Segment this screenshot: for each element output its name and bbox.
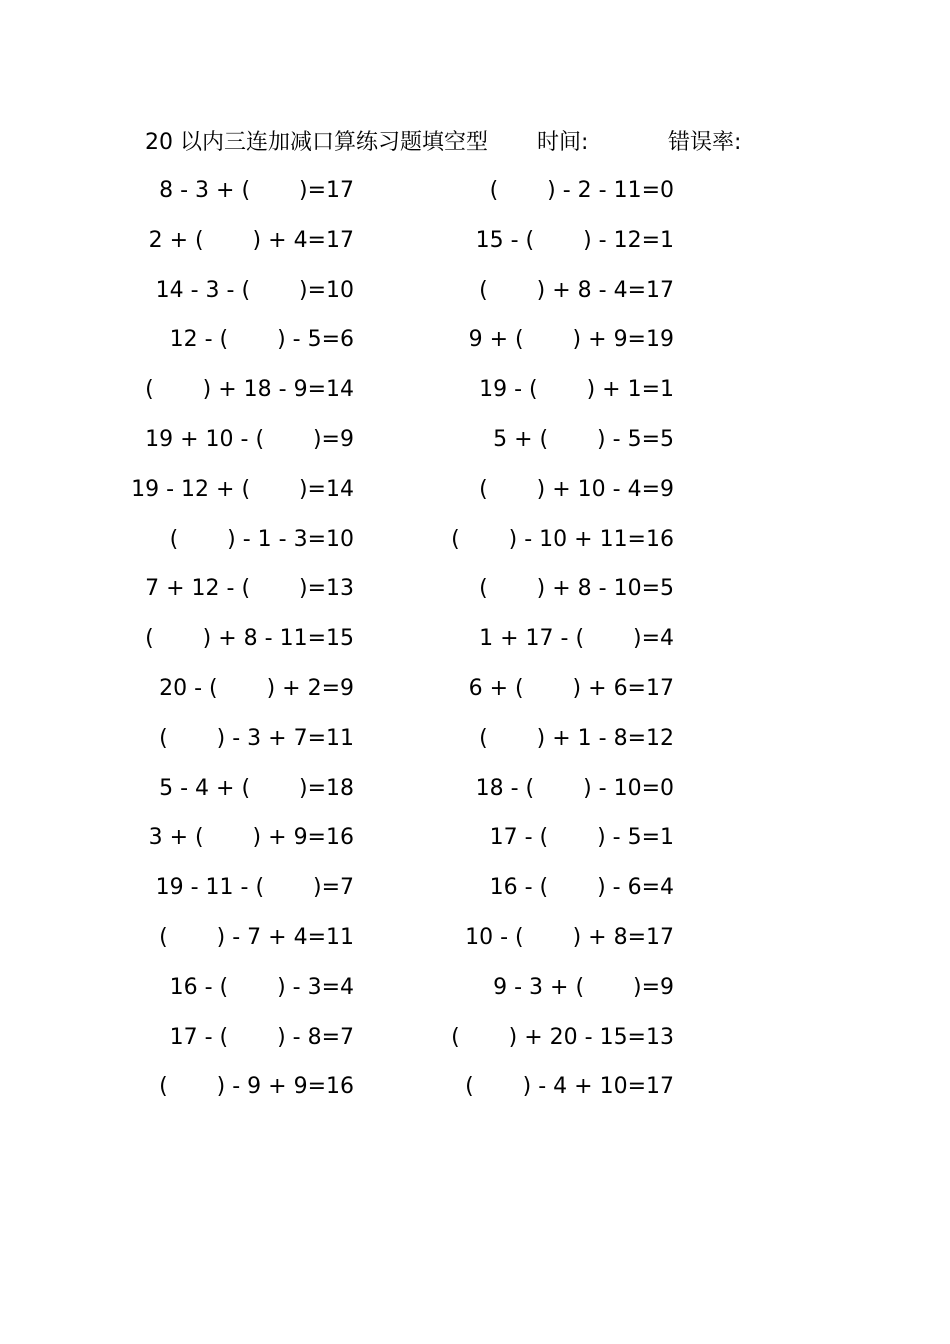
- problem-left: 8 - 3 + ( )=17: [159, 178, 354, 203]
- problem-left: 7 + 12 - ( )=13: [145, 576, 354, 602]
- problem-right: 9 - 3 + ( )=9: [493, 974, 674, 1000]
- problem-left: 14 - 3 - ( )=10: [155, 277, 354, 303]
- problem-left: ( ) + 8 - 11=15: [145, 626, 354, 652]
- problem-row: [0, 417, 950, 467]
- problem-right: 1 + 17 - ( )=4: [479, 626, 674, 652]
- problem-left: 16 - ( ) - 3=4: [169, 974, 354, 1000]
- problem-left: ( ) + 18 - 9=14: [145, 377, 354, 403]
- problem-left: 12 - ( ) - 5=6: [169, 327, 354, 353]
- time-label: 时间:: [537, 130, 589, 155]
- problem-left: 2 + ( ) + 4=17: [148, 227, 354, 253]
- problem-left: 19 - 11 - ( )=7: [155, 875, 354, 901]
- problem-row: [0, 317, 950, 367]
- problem-row: [0, 666, 950, 716]
- problem-right: ( ) + 8 - 10=5: [479, 576, 674, 602]
- problem-left: 19 - 12 + ( )=14: [131, 476, 354, 502]
- problem-left: ( ) - 1 - 3=10: [169, 526, 354, 552]
- problem-right: ( ) - 4 + 10=17: [465, 1074, 674, 1100]
- problem-right: 5 + ( ) - 5=5: [493, 426, 674, 452]
- problem-row: [0, 965, 950, 1015]
- problem-left: ( ) - 3 + 7=11: [159, 725, 354, 751]
- problem-row: [0, 1015, 950, 1065]
- problem-row: [0, 467, 950, 517]
- problem-right: ( ) - 10 + 11=16: [451, 526, 674, 552]
- problem-right: ( ) - 2 - 11=0: [489, 178, 674, 203]
- worksheet-header: [0, 126, 950, 160]
- problem-row: [0, 517, 950, 567]
- problem-row: [0, 716, 950, 766]
- problem-row: [0, 168, 950, 218]
- problem-right: 6 + ( ) + 6=17: [468, 675, 674, 701]
- problem-row: [0, 1064, 950, 1114]
- problem-row: [0, 268, 950, 318]
- problem-left: ( ) - 9 + 9=16: [159, 1074, 354, 1100]
- problem-left: 19 + 10 - ( )=9: [145, 426, 354, 452]
- problem-row: [0, 616, 950, 666]
- problem-row: [0, 915, 950, 965]
- problem-left: ( ) - 7 + 4=11: [159, 924, 354, 950]
- problem-right: 16 - ( ) - 6=4: [489, 875, 674, 901]
- problem-row: [0, 218, 950, 268]
- problem-left: 17 - ( ) - 8=7: [169, 1024, 354, 1050]
- problem-right: ( ) + 8 - 4=17: [479, 277, 674, 303]
- problem-right: ( ) + 10 - 4=9: [479, 476, 674, 502]
- problem-right: ( ) + 1 - 8=12: [479, 725, 674, 751]
- problem-row: [0, 815, 950, 865]
- problem-right: 19 - ( ) + 1=1: [479, 377, 674, 403]
- problem-right: 9 + ( ) + 9=19: [468, 327, 674, 353]
- problem-left: 20 - ( ) + 2=9: [159, 675, 354, 701]
- problem-right: 18 - ( ) - 10=0: [475, 775, 674, 801]
- problem-right: ( ) + 20 - 15=13: [451, 1024, 674, 1050]
- problem-grid: [0, 168, 950, 1114]
- problem-row: [0, 766, 950, 816]
- problem-row: [0, 566, 950, 616]
- error-rate-label: 错误率:: [668, 130, 742, 155]
- problem-right: 10 - ( ) + 8=17: [465, 924, 674, 950]
- problem-row: [0, 367, 950, 417]
- problem-left: 5 - 4 + ( )=18: [159, 775, 354, 801]
- problem-right: 17 - ( ) - 5=1: [489, 825, 674, 851]
- problem-left: 3 + ( ) + 9=16: [148, 825, 354, 851]
- problem-row: [0, 865, 950, 915]
- problem-right: 15 - ( ) - 12=1: [475, 227, 674, 253]
- worksheet-title: 20 以内三连加减口算练习题填空型: [145, 130, 488, 155]
